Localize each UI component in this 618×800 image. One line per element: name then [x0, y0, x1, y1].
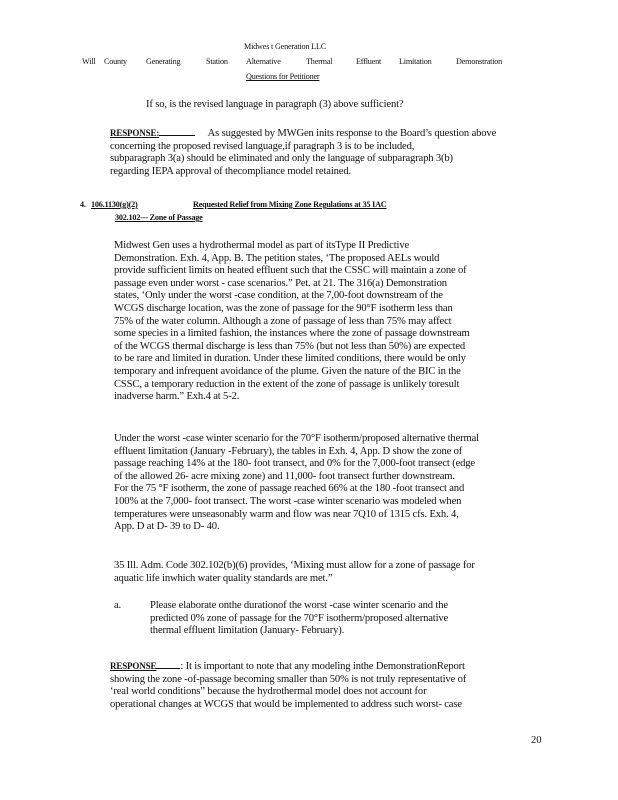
text-line: thermal effluent limitation (January- February). [150, 625, 345, 637]
text-line: provide sufficient limits on heated effluent such that the CSSC will maintain a zone of [114, 265, 467, 277]
text-line: showing the zone -of-passage becoming smaller than 50% is not truly representative of [110, 673, 467, 685]
text-line: CSSC, a temporary reduction in the extent of the zone of passage is unlikely toresult [114, 378, 460, 390]
text-line: temperatures were unseasonably warm and flow was near 7Q10 of 1315 cfs. Exh. 4, [114, 508, 459, 520]
response-1 [110, 127, 520, 178]
text-line: operational changes at WCGS that would be implemented to address such worst- case [110, 698, 462, 710]
text-line: For the 75 °F isotherm, the zone of passage reached 66% at the 180 -foot transect and [114, 483, 465, 495]
text-line [110, 127, 520, 141]
text-line: aquatic life inwhich water quality standards are met.” [114, 572, 333, 584]
text-line: passage reaching 14% at the 180- foot transect, and 0% for the 7,000-foot transect (edge [114, 458, 475, 470]
section-title-text: Requested Relief from Mixing Zone Regulations at 35 IAC [193, 200, 387, 209]
section-title-line-1 [193, 200, 387, 209]
text-line: Under the worst -case winter scenario for the 70°F isotherm/proposed alternative thermal [114, 433, 479, 444]
header-line-2 [82, 57, 95, 66]
text-line: some species in a limited fashion, the instances where the zone of passage downstream [114, 328, 470, 340]
section-ref: 106.1130(g)(2) [91, 200, 138, 209]
text-line: Demonstration. Exh. 4, App. B. The petition states, ‘The proposed AELs would [114, 252, 440, 264]
text-line: regarding IEPA approval of thecompliance model retained. [110, 165, 351, 177]
section-title-text: 302.102--- Zone of Passage [115, 213, 203, 222]
text-line: inadverse harm.” Exh.4 at 5-2. [114, 391, 240, 403]
response-2 [110, 660, 524, 711]
header-word: Station [206, 57, 228, 66]
header-word: Effluent [356, 57, 382, 66]
header-company: Midwes t Generation LLC [244, 42, 327, 51]
text-line: states, ‘Only under the worst -case condition, at the 7,00-foot downstream of the [114, 290, 443, 302]
header-word: Alternative [246, 57, 281, 66]
header-questions: Questions for Petitioner [246, 72, 320, 81]
text-line: to be rare and limited in duration. Under these limited conditions, there would be only [114, 353, 466, 365]
text-line: 75% of the water column. Although a zone of passage of less than 75% may affect [114, 315, 452, 327]
text-line: WCGS discharge location, was the zone of passage for the 90°F isotherm less than [114, 302, 453, 314]
text-line: 100% at the 7,000- foot transect. The worst -case winter scenario was modeled when [114, 495, 462, 507]
text-line: App. D at D- 39 to D- 40. [114, 521, 220, 533]
response-text: As suggested by MWGen inits response to the Board’s question above [207, 128, 497, 139]
header-word: Generating [146, 57, 181, 66]
text-line: If so, is the revised language in paragraph (3) above sufficient? [146, 99, 404, 110]
text-line: of the allowed 26- acre mixing zone) and 11,000- foot transect further downstream. [114, 470, 455, 482]
response-label: RESPONSE: [110, 128, 160, 138]
section-number: 4. [80, 200, 86, 209]
text-line: a. [114, 600, 122, 611]
header-word: Will [82, 57, 96, 66]
question-intro [146, 99, 403, 112]
text-line: subparagraph 3(a) should be eliminated and only the language of subparagraph 3(b) [110, 153, 453, 165]
text-line: effluent limitation (January -February), the tables in Exh. 4, App. D show the zone of [114, 445, 463, 457]
text-line: Midwest Gen uses a hydrothermal model as part of itsType II Predictive [114, 240, 410, 251]
text-line: concerning the proposed revised language,if paragraph 3 is to be included, [110, 140, 415, 152]
response-label: RESPONSE [110, 661, 157, 671]
paragraph-2 [114, 433, 528, 534]
section-title-line-2 [115, 213, 203, 222]
item-a-text [150, 600, 500, 638]
page-number: 20 [531, 735, 542, 746]
header-word: Thermal [306, 57, 333, 66]
paragraph-1 [114, 240, 528, 404]
text-line: passage even under worst - case scenarios.” Pet. at 21. The 316(a) Demonstration [114, 277, 447, 289]
header-word: County [104, 57, 127, 66]
text-line: ‘real world conditions” because the hydrothermal model does not account for [110, 686, 427, 698]
text-line: temporary and infrequent avoidance of the plume. Given the nature of the BIC in the [114, 365, 461, 377]
header-word: Demonstration [456, 57, 503, 66]
header-word: Limitation [399, 57, 432, 66]
response-text: : It is important to note that any modeling inthe DemonstrationReport [180, 661, 465, 672]
text-line: 35 Ill. Adm. Code 302.102(b)(6) provides, ‘Mixing must allow for a zone of passage for [114, 560, 475, 571]
text-line [110, 660, 524, 674]
text-line: predicted 0% zone of passage for the 70°F isotherm/proposed alternative [150, 612, 449, 624]
text-line: of the WCGS thermal discharge is less than 75% (but not less than 50%) are expected [114, 340, 466, 352]
text-line: Please elaborate onthe durationof the worst -case winter scenario and the [150, 600, 448, 611]
paragraph-3 [114, 560, 528, 585]
item-letter [114, 600, 121, 613]
